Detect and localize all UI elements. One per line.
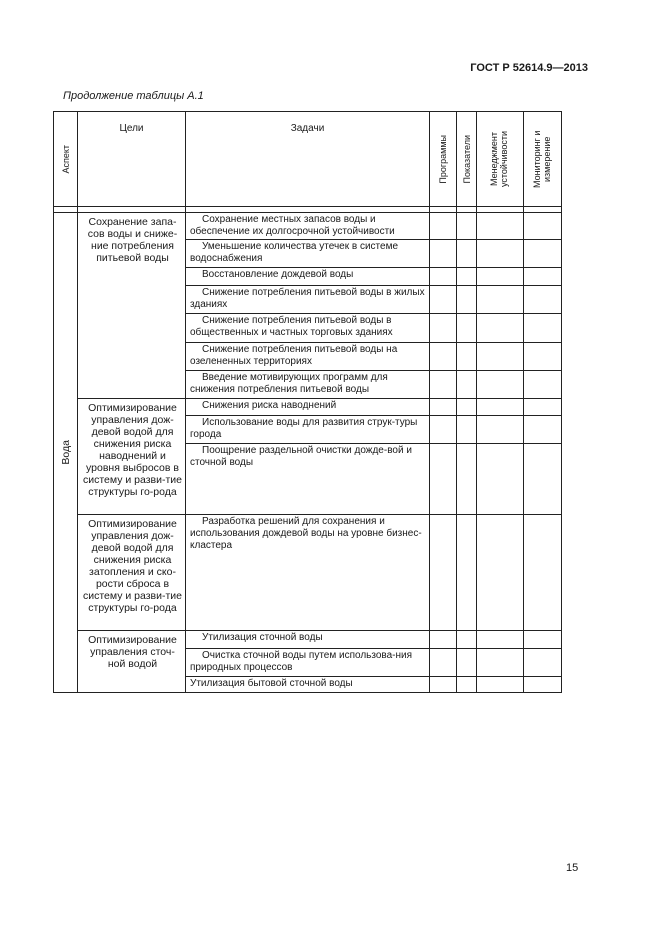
goal-cell: Оптимизирование управления сточ-ной водой — [78, 631, 186, 693]
task-cell: Введение мотивирующих программ для снижения потребления питьевой воды — [186, 371, 430, 399]
header-management: Менеджмент устойчивости — [477, 112, 524, 207]
task-cell: Утилизация сточной воды — [186, 631, 430, 649]
header-monitoring: Мониторинг и измерение — [524, 112, 562, 207]
standard-number: ГОСТ Р 52614.9—2013 — [470, 62, 588, 74]
header-aspect: Аспект — [54, 112, 78, 207]
task-cell: Снижение потребления питьевой воды в общественных и частных торговых зданиях — [186, 314, 430, 343]
task-cell: Использование воды для развития струк-туры города — [186, 416, 430, 444]
header-tasks: Задачи — [186, 112, 430, 207]
task-cell: Снижения риска наводнений — [186, 399, 430, 416]
task-cell: Восстановление дождевой воды — [186, 268, 430, 286]
table-continuation-caption: Продолжение таблицы А.1 — [63, 90, 204, 102]
aspect-cell: Вода — [54, 213, 78, 693]
goal-cell: Оптимизирование управления дож-девой водой для снижения риска наводнений и уровня выбросов в систему и разви-тие структуры го-рода — [78, 399, 186, 515]
page-number: 15 — [566, 862, 579, 874]
goal-cell: Оптимизирование управления дож-девой водой для снижения риска затопления и ско-рости сброса в систему и разви-тие структуры го-рода — [78, 515, 186, 631]
task-cell: Снижение потребления питьевой воды в жилых зданиях — [186, 286, 430, 314]
header-goals: Цели — [78, 112, 186, 207]
task-cell: Сохранение местных запасов воды и обеспечение их долгосрочной устойчивости — [186, 213, 430, 240]
task-cell: Разработка решений для сохранения и использования дождевой воды на уровне бизнес-кластера — [186, 515, 430, 631]
task-cell: Очистка сточной воды путем использова-ния природных процессов — [186, 649, 430, 677]
task-cell: Утилизация бытовой сточной воды — [186, 677, 430, 693]
task-cell: Поощрение раздельной очистки дожде-вой и сточной воды — [186, 444, 430, 515]
task-cell: Уменьшение количества утечек в системе водоснабжения — [186, 240, 430, 268]
table-row — [54, 213, 562, 240]
table-row — [54, 515, 562, 631]
goals-tasks-table — [53, 111, 562, 693]
table-row — [54, 399, 562, 416]
goal-cell: Сохранение запа-сов воды и сниже-ние потребления питьевой воды — [78, 213, 186, 399]
table-header-row — [54, 112, 562, 207]
table-row — [54, 631, 562, 649]
header-programs: Программы — [430, 112, 457, 207]
task-cell: Снижение потребления питьевой воды на озелененных территориях — [186, 343, 430, 371]
header-indicators: Показатели — [457, 112, 477, 207]
